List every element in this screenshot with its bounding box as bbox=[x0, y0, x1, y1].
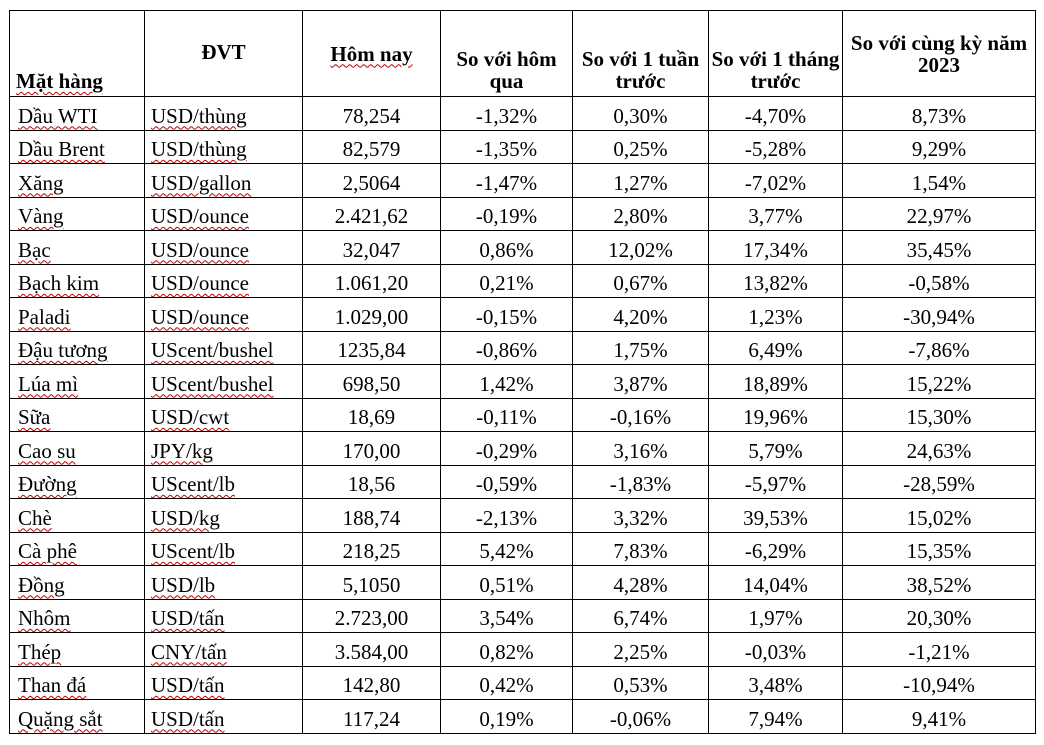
table-row bbox=[10, 499, 1036, 533]
vs-week-cell: 2,80% bbox=[573, 197, 709, 231]
table-row bbox=[10, 264, 1036, 298]
vs-week-cell: -0,06% bbox=[573, 700, 709, 734]
today-price-cell: 18,69 bbox=[303, 398, 441, 432]
vs-week-cell: 0,53% bbox=[573, 666, 709, 700]
table-row bbox=[10, 130, 1036, 164]
table-row bbox=[10, 365, 1036, 399]
vs-yesterday-cell: -0,86% bbox=[441, 331, 573, 365]
commodity-cell: Dầu Brent bbox=[10, 130, 145, 164]
today-price-cell: 170,00 bbox=[303, 432, 441, 466]
vs-yesterday-cell: -0,11% bbox=[441, 398, 573, 432]
vs-month-cell: 14,04% bbox=[709, 566, 843, 600]
table-row bbox=[10, 465, 1036, 499]
vs-week-cell: -1,83% bbox=[573, 465, 709, 499]
header-vs-month: So với 1 tháng trước bbox=[709, 11, 843, 97]
vs-yesterday-cell: 0,86% bbox=[441, 231, 573, 265]
today-price-cell: 78,254 bbox=[303, 97, 441, 131]
vs-year-cell: 35,45% bbox=[843, 231, 1036, 265]
vs-yesterday-cell: -0,15% bbox=[441, 298, 573, 332]
unit-cell: USD/ounce bbox=[145, 231, 303, 265]
vs-yesterday-cell: 0,21% bbox=[441, 264, 573, 298]
vs-year-cell: -28,59% bbox=[843, 465, 1036, 499]
header-today: Hôm nay bbox=[303, 11, 441, 97]
vs-week-cell: -0,16% bbox=[573, 398, 709, 432]
today-price-cell: 218,25 bbox=[303, 532, 441, 566]
today-price-cell: 82,579 bbox=[303, 130, 441, 164]
commodity-cell: Đậu tương bbox=[10, 331, 145, 365]
vs-month-cell: -7,02% bbox=[709, 164, 843, 198]
table-row bbox=[10, 298, 1036, 332]
table-row bbox=[10, 432, 1036, 466]
vs-year-cell: 15,22% bbox=[843, 365, 1036, 399]
table-row bbox=[10, 231, 1036, 265]
vs-week-cell: 4,28% bbox=[573, 566, 709, 600]
vs-year-cell: 15,02% bbox=[843, 499, 1036, 533]
vs-month-cell: 19,96% bbox=[709, 398, 843, 432]
header-unit: ĐVT bbox=[145, 11, 303, 97]
header-row bbox=[10, 11, 1036, 97]
vs-week-cell: 3,16% bbox=[573, 432, 709, 466]
commodity-cell: Vàng bbox=[10, 197, 145, 231]
table-row bbox=[10, 700, 1036, 734]
table-row bbox=[10, 197, 1036, 231]
commodity-cell: Cao su bbox=[10, 432, 145, 466]
vs-year-cell: 38,52% bbox=[843, 566, 1036, 600]
commodity-cell: Dầu WTI bbox=[10, 97, 145, 131]
vs-year-cell: -0,58% bbox=[843, 264, 1036, 298]
vs-month-cell: 39,53% bbox=[709, 499, 843, 533]
header-commodity: Mặt hàng bbox=[10, 11, 145, 97]
today-price-cell: 188,74 bbox=[303, 499, 441, 533]
commodity-cell: Bạc bbox=[10, 231, 145, 265]
unit-cell: USD/ounce bbox=[145, 298, 303, 332]
commodity-cell: Chè bbox=[10, 499, 145, 533]
commodity-cell: Cà phê bbox=[10, 532, 145, 566]
vs-week-cell: 7,83% bbox=[573, 532, 709, 566]
unit-cell: USD/thùng bbox=[145, 97, 303, 131]
vs-yesterday-cell: 0,19% bbox=[441, 700, 573, 734]
commodity-cell: Thép bbox=[10, 633, 145, 667]
vs-week-cell: 2,25% bbox=[573, 633, 709, 667]
vs-year-cell: 20,30% bbox=[843, 599, 1036, 633]
unit-cell: CNY/tấn bbox=[145, 633, 303, 667]
vs-year-cell: -1,21% bbox=[843, 633, 1036, 667]
unit-cell: USD/gallon bbox=[145, 164, 303, 198]
commodity-cell: Lúa mì bbox=[10, 365, 145, 399]
vs-year-cell: 9,41% bbox=[843, 700, 1036, 734]
vs-month-cell: -5,28% bbox=[709, 130, 843, 164]
commodity-cell: Đồng bbox=[10, 566, 145, 600]
vs-yesterday-cell: -1,35% bbox=[441, 130, 573, 164]
today-price-cell: 1.061,20 bbox=[303, 264, 441, 298]
vs-year-cell: 24,63% bbox=[843, 432, 1036, 466]
vs-yesterday-cell: -0,59% bbox=[441, 465, 573, 499]
vs-month-cell: 7,94% bbox=[709, 700, 843, 734]
vs-yesterday-cell: 3,54% bbox=[441, 599, 573, 633]
unit-cell: UScent/lb bbox=[145, 532, 303, 566]
vs-month-cell: 3,48% bbox=[709, 666, 843, 700]
table-row bbox=[10, 97, 1036, 131]
vs-week-cell: 1,75% bbox=[573, 331, 709, 365]
unit-cell: UScent/bushel bbox=[145, 365, 303, 399]
table-row bbox=[10, 532, 1036, 566]
vs-yesterday-cell: 5,42% bbox=[441, 532, 573, 566]
vs-month-cell: 1,97% bbox=[709, 599, 843, 633]
today-price-cell: 3.584,00 bbox=[303, 633, 441, 667]
today-price-cell: 117,24 bbox=[303, 700, 441, 734]
today-price-cell: 2,5064 bbox=[303, 164, 441, 198]
vs-week-cell: 1,27% bbox=[573, 164, 709, 198]
header-vs-yesterday: So với hôm qua bbox=[441, 11, 573, 97]
commodity-cell: Xăng bbox=[10, 164, 145, 198]
vs-month-cell: 5,79% bbox=[709, 432, 843, 466]
commodity-cell: Nhôm bbox=[10, 599, 145, 633]
commodity-cell: Than đá bbox=[10, 666, 145, 700]
unit-cell: USD/ounce bbox=[145, 197, 303, 231]
unit-cell: USD/lb bbox=[145, 566, 303, 600]
vs-yesterday-cell: -1,47% bbox=[441, 164, 573, 198]
vs-yesterday-cell: 1,42% bbox=[441, 365, 573, 399]
vs-week-cell: 0,30% bbox=[573, 97, 709, 131]
commodity-price-table-wrapper bbox=[9, 10, 1036, 734]
vs-month-cell: -4,70% bbox=[709, 97, 843, 131]
vs-yesterday-cell: -2,13% bbox=[441, 499, 573, 533]
table-row bbox=[10, 398, 1036, 432]
vs-yesterday-cell: -0,19% bbox=[441, 197, 573, 231]
table-row bbox=[10, 164, 1036, 198]
vs-week-cell: 0,25% bbox=[573, 130, 709, 164]
vs-yesterday-cell: 0,82% bbox=[441, 633, 573, 667]
today-price-cell: 32,047 bbox=[303, 231, 441, 265]
unit-cell: USD/kg bbox=[145, 499, 303, 533]
vs-month-cell: -5,97% bbox=[709, 465, 843, 499]
vs-week-cell: 3,87% bbox=[573, 365, 709, 399]
vs-month-cell: -6,29% bbox=[709, 532, 843, 566]
today-price-cell: 1235,84 bbox=[303, 331, 441, 365]
vs-year-cell: 8,73% bbox=[843, 97, 1036, 131]
vs-week-cell: 6,74% bbox=[573, 599, 709, 633]
unit-cell: USD/cwt bbox=[145, 398, 303, 432]
today-price-cell: 5,1050 bbox=[303, 566, 441, 600]
table-row bbox=[10, 666, 1036, 700]
commodity-cell: Đường bbox=[10, 465, 145, 499]
table-row bbox=[10, 599, 1036, 633]
header-vs-year: So với cùng kỳ năm 2023 bbox=[843, 11, 1036, 97]
vs-year-cell: 15,30% bbox=[843, 398, 1036, 432]
commodity-price-table bbox=[9, 10, 1036, 734]
vs-month-cell: 3,77% bbox=[709, 197, 843, 231]
vs-year-cell: 22,97% bbox=[843, 197, 1036, 231]
commodity-cell: Bạch kim bbox=[10, 264, 145, 298]
vs-yesterday-cell: -0,29% bbox=[441, 432, 573, 466]
table-row bbox=[10, 633, 1036, 667]
vs-year-cell: -7,86% bbox=[843, 331, 1036, 365]
vs-week-cell: 3,32% bbox=[573, 499, 709, 533]
unit-cell: USD/tấn bbox=[145, 666, 303, 700]
vs-month-cell: 13,82% bbox=[709, 264, 843, 298]
today-price-cell: 142,80 bbox=[303, 666, 441, 700]
vs-week-cell: 0,67% bbox=[573, 264, 709, 298]
vs-year-cell: 1,54% bbox=[843, 164, 1036, 198]
unit-cell: USD/ounce bbox=[145, 264, 303, 298]
vs-month-cell: 17,34% bbox=[709, 231, 843, 265]
table-body bbox=[10, 97, 1036, 734]
header-vs-week: So với 1 tuần trước bbox=[573, 11, 709, 97]
unit-cell: USD/thùng bbox=[145, 130, 303, 164]
today-price-cell: 698,50 bbox=[303, 365, 441, 399]
vs-year-cell: -10,94% bbox=[843, 666, 1036, 700]
unit-cell: USD/tấn bbox=[145, 700, 303, 734]
table-row bbox=[10, 331, 1036, 365]
vs-month-cell: -0,03% bbox=[709, 633, 843, 667]
unit-cell: USD/tấn bbox=[145, 599, 303, 633]
unit-cell: UScent/bushel bbox=[145, 331, 303, 365]
commodity-cell: Quặng sắt bbox=[10, 700, 145, 734]
unit-cell: JPY/kg bbox=[145, 432, 303, 466]
vs-month-cell: 6,49% bbox=[709, 331, 843, 365]
vs-yesterday-cell: -1,32% bbox=[441, 97, 573, 131]
vs-yesterday-cell: 0,42% bbox=[441, 666, 573, 700]
today-price-cell: 1.029,00 bbox=[303, 298, 441, 332]
unit-cell: UScent/lb bbox=[145, 465, 303, 499]
table-row bbox=[10, 566, 1036, 600]
commodity-cell: Paladi bbox=[10, 298, 145, 332]
vs-month-cell: 18,89% bbox=[709, 365, 843, 399]
vs-month-cell: 1,23% bbox=[709, 298, 843, 332]
today-price-cell: 2.421,62 bbox=[303, 197, 441, 231]
vs-week-cell: 4,20% bbox=[573, 298, 709, 332]
today-price-cell: 18,56 bbox=[303, 465, 441, 499]
vs-year-cell: -30,94% bbox=[843, 298, 1036, 332]
vs-yesterday-cell: 0,51% bbox=[441, 566, 573, 600]
vs-year-cell: 9,29% bbox=[843, 130, 1036, 164]
commodity-cell: Sữa bbox=[10, 398, 145, 432]
vs-week-cell: 12,02% bbox=[573, 231, 709, 265]
vs-year-cell: 15,35% bbox=[843, 532, 1036, 566]
today-price-cell: 2.723,00 bbox=[303, 599, 441, 633]
